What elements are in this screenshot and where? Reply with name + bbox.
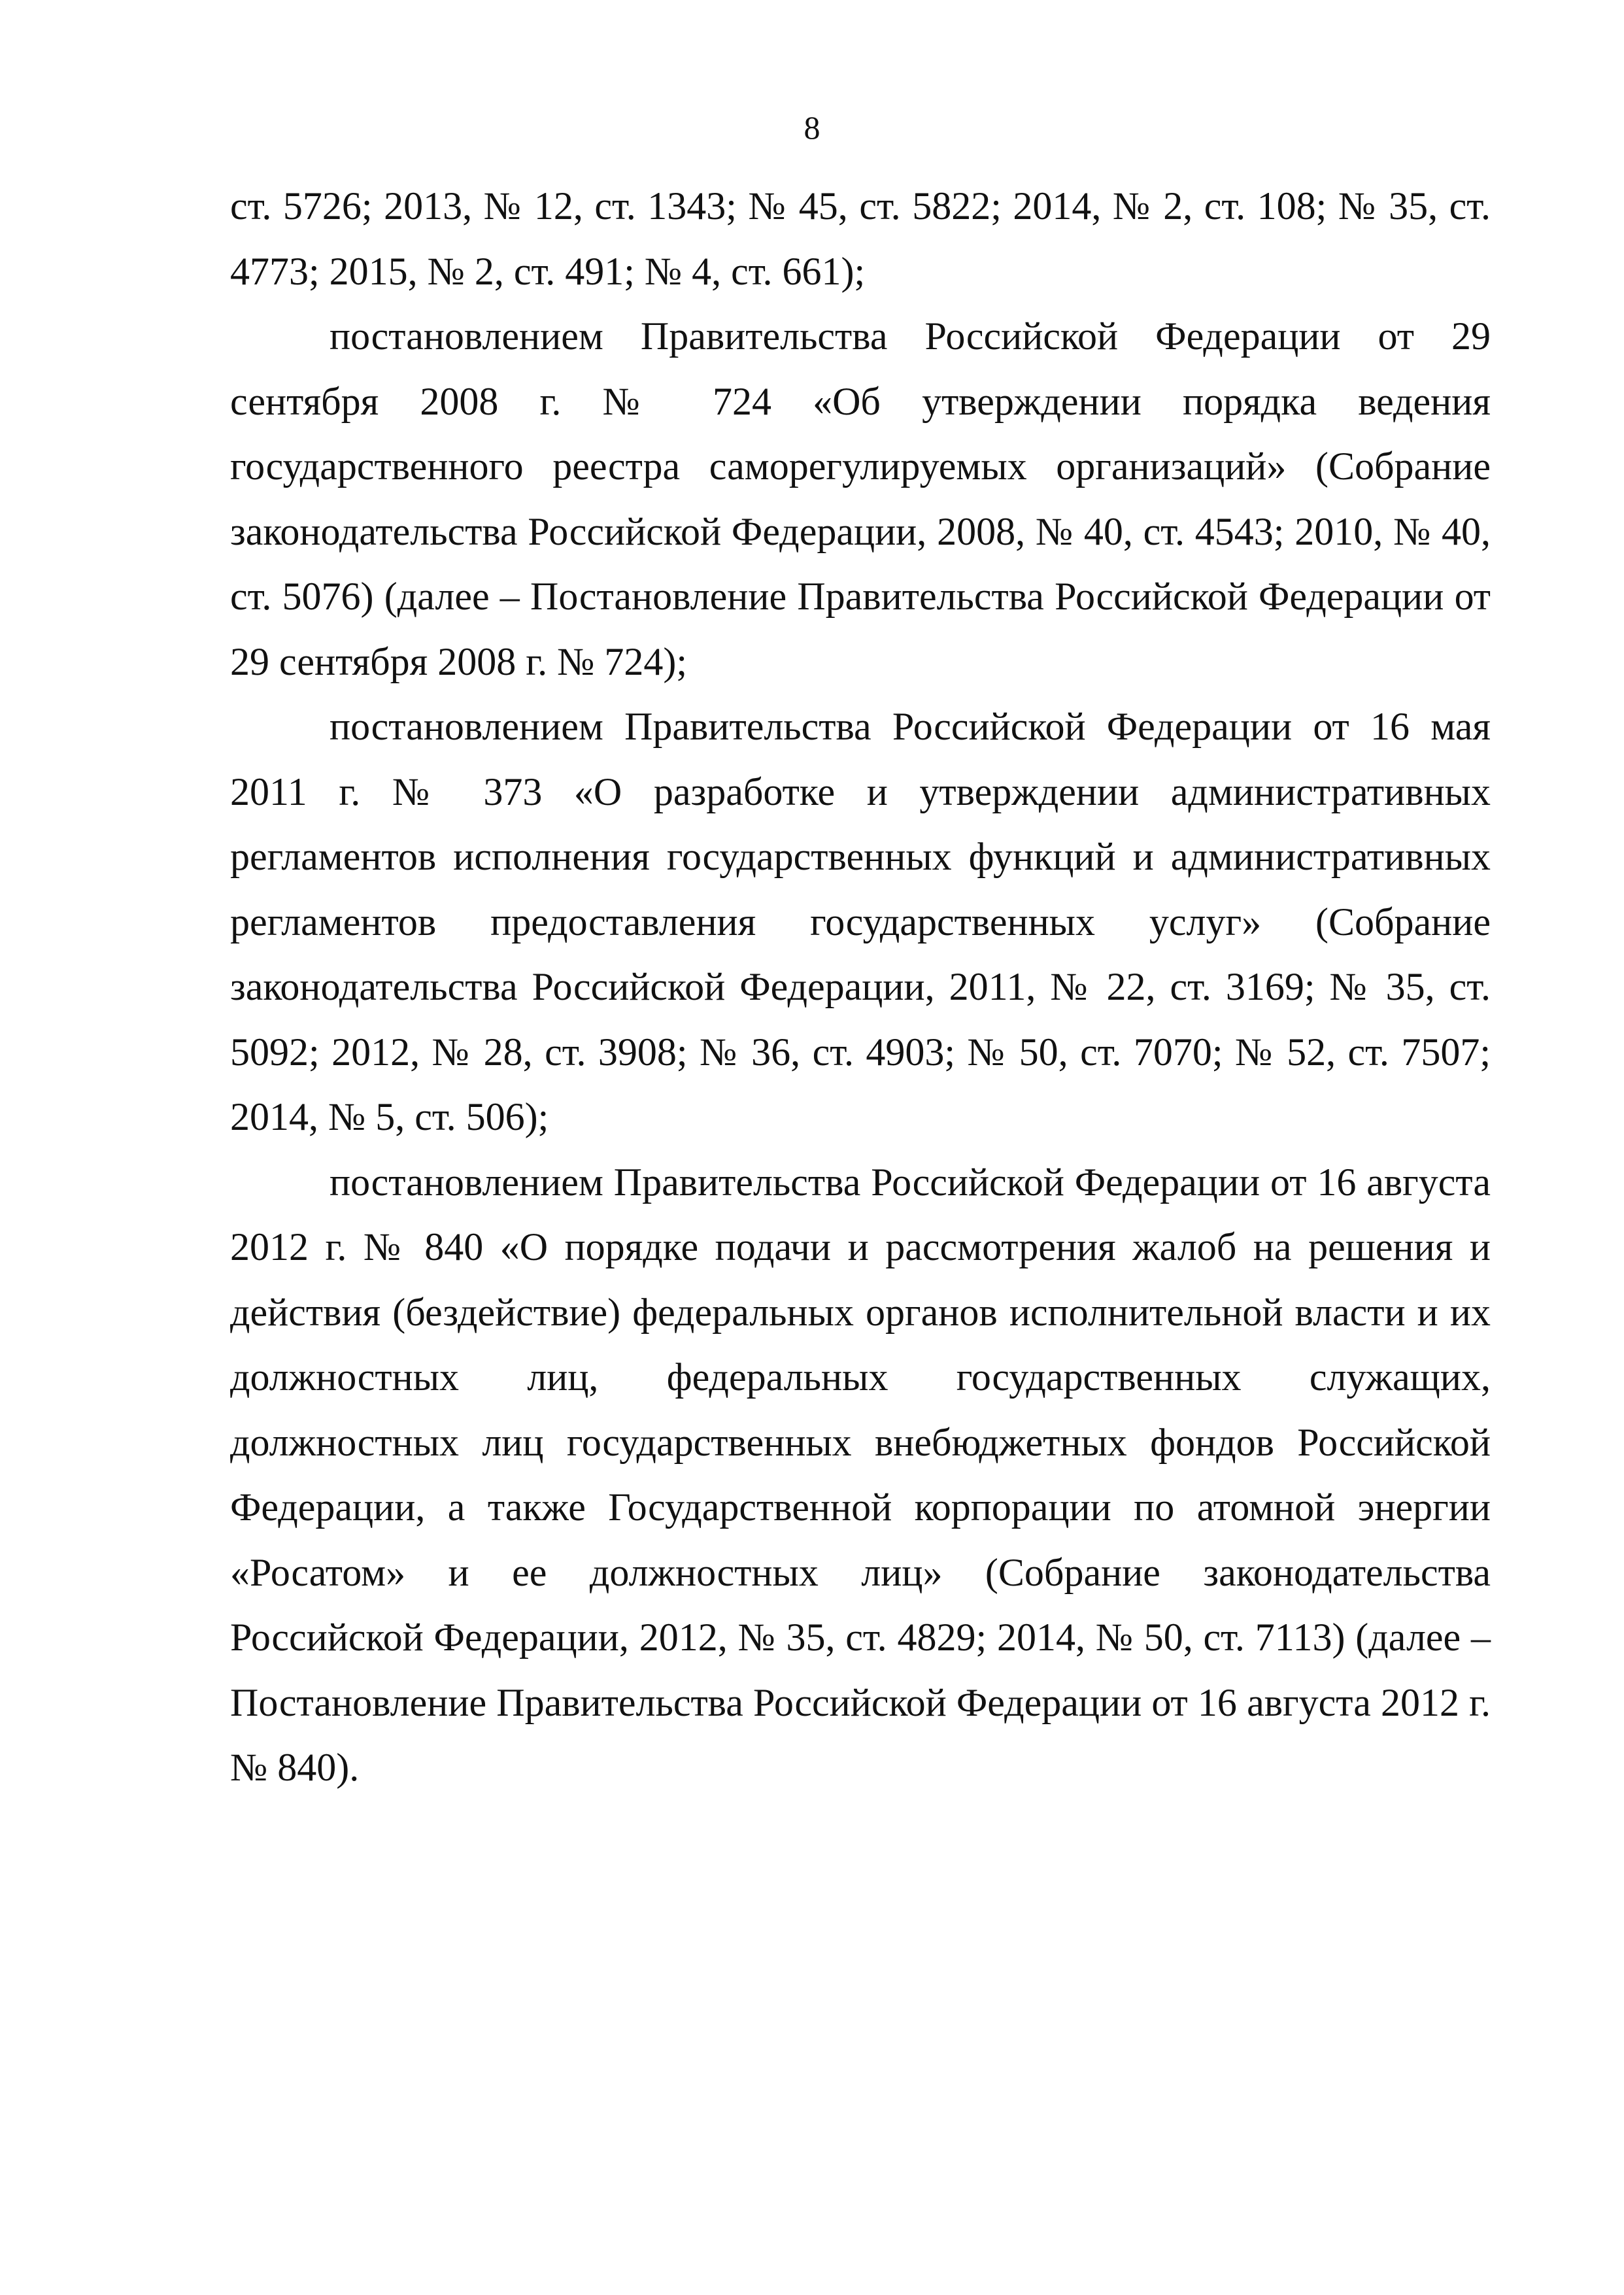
paragraph-continuation: ст. 5726; 2013, № 12, ст. 1343; № 45, ст. 5822; 2014, № 2, ст. 108; № 35, ст. 4773; 2015, № 2, ст. 491; № 4, ст. 661); xyxy=(230,184,1491,293)
paragraph-decree-373: постановлением Правительства Российской Федерации от 16 мая 2011 г. № 373 «О разработке и утверждении административных регламентов исполнения государственных функций и административных регламентов предоставления государственных услуг» (Собрание законодательства Российской Федерации, 2011, № 22, ст. 3169; № 35, ст. 5092; 2012, № 28, ст. 3908; № 36, ст. 4903; № 50, ст. 7070; № 52, ст. 7507; 2014, № 5, ст. 506); xyxy=(230,705,1491,1138)
page-number: 8 xyxy=(804,109,820,146)
paragraph-decree-840: постановлением Правительства Российской Федерации от 16 августа 2012 г. № 840 «О порядке подачи и рассмотрения жалоб на решения и действия (бездействие) федеральных органов исполнительной власти и их должностных лиц, федеральных государственных служащих, должностных лиц государственных внебюджетных фондов Российской Федерации, а также Государственной корпорации по атомной энергии «Росатом» и ее должностных лиц» (Собрание законодательства Российской Федерации, 2012, № 35, ст. 4829; 2014, № 50, ст. 7113) (далее – Постановление Правительства Российской Федерации от 16 августа 2012 г. № 840). xyxy=(230,1160,1491,1789)
paragraph-decree-724: постановлением Правительства Российской Федерации от 29 сентября 2008 г. № 724 «Об утверждении порядка ведения государственного реестра саморегулируемых организаций» (Собрание законодательства Российской Федерации, 2008, № 40, ст. 4543; 2010, № 40, ст. 5076) (далее – Постановление Правительства Российской Федерации от 29 сентября 2008 г. № 724); xyxy=(230,314,1491,683)
document-body xyxy=(230,174,1491,1801)
